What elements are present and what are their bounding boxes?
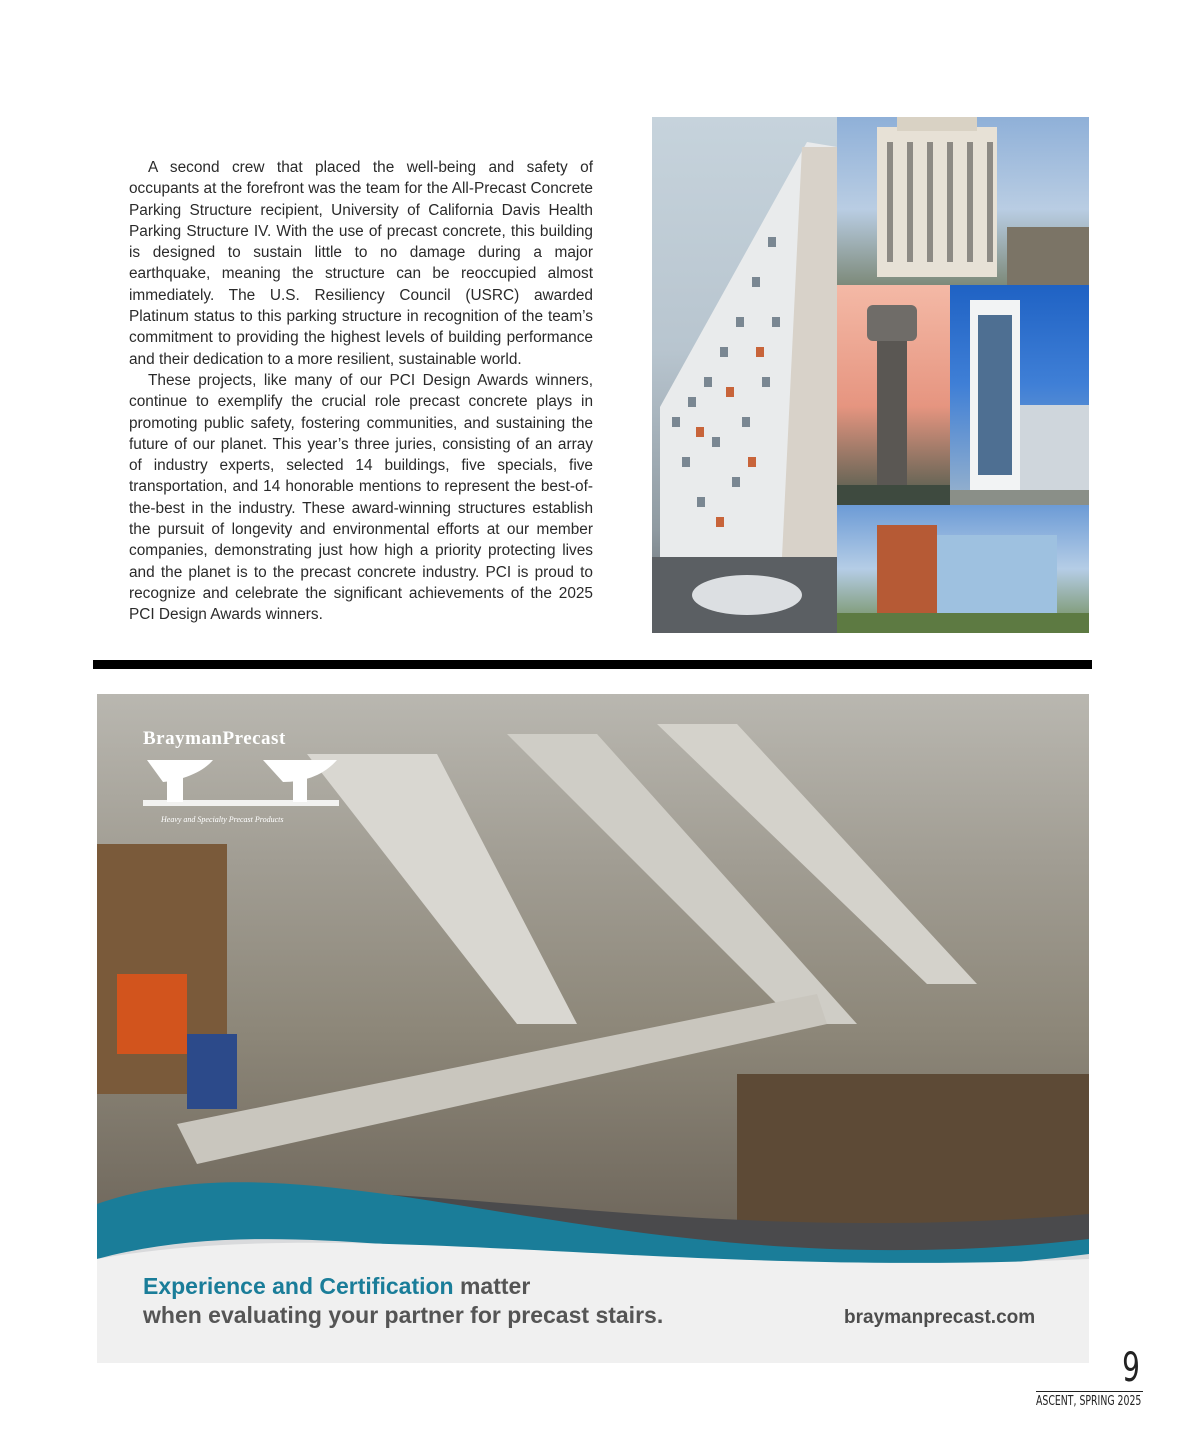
photo-glass-office-building xyxy=(950,285,1089,505)
brayman-precast-advertisement xyxy=(97,694,1089,1363)
medical-illustration xyxy=(837,505,1089,633)
article-paragraph-2: These projects, like many of our PCI Design Awards winners, continue to exemplify the crucial role precast concrete plays in promoting public safety, fostering communities, and sustaining the future of our planet. This year’s three juries, consisting of an array of industry experts, selected 14 buildings, five specials, five transportation, and 14 honorable mentions to represent the best-of-the-best in the industry. These award-winning structures establish the pursuit of longevity and environmental efforts at our member companies, demonstrating just how high a priority protecting lives and the planet is to the precast concrete industry. PCI is proud to recognize and celebrate the significant achievements of the 2025 PCI Design Awards winners. xyxy=(129,371,593,624)
brayman-precast-logo xyxy=(143,728,339,826)
tower-illustration xyxy=(652,117,837,633)
publication-folio: ASCENT, SPRING 2025 xyxy=(1036,1394,1142,1409)
section-divider xyxy=(93,660,1092,669)
photo-historic-high-rise xyxy=(837,117,1089,285)
office-illustration xyxy=(950,285,1089,505)
ad-website-link[interactable]: braymanprecast.com xyxy=(844,1307,1036,1328)
ad-headline xyxy=(143,1272,663,1330)
brand-name: BraymanPrecast xyxy=(143,728,286,749)
highrise-illustration xyxy=(837,117,1089,285)
folio-rule xyxy=(1036,1391,1143,1392)
ad-headline-accent: Experience and Certification xyxy=(143,1273,454,1299)
photo-observation-tower xyxy=(837,285,950,505)
photo-medical-building xyxy=(837,505,1089,633)
article-paragraph-1: A second crew that placed the well-being and safety of occupants at the forefront was the team for the All-Precast Concrete Parking Structure recipient, University of California Davis Health Parking Structure IV. With the use of precast concrete, this building is designed to sustain little to no damage during a major earthquake, meaning the structure can be reoccupied almost immediately. The U.S. Resiliency Council (USRC) awarded Platinum status to this parking structure in recognition of the team’s commitment to providing the highest levels of building performance and their dedication to a more resilient, sustainable world. xyxy=(129,159,593,368)
brand-tagline: Heavy and Specialty Precast Products xyxy=(161,815,284,824)
tower-round-illustration xyxy=(837,285,950,505)
article-body xyxy=(129,157,593,626)
logo-mark xyxy=(143,752,339,812)
award-projects-photo-collage xyxy=(652,117,1089,633)
photo-tall-residential-tower xyxy=(652,117,837,633)
ad-headline-line-2: when evaluating your partner for precast stairs. xyxy=(143,1302,664,1328)
page-number: 9 xyxy=(1122,1345,1140,1391)
ad-headline-rest: matter xyxy=(453,1273,531,1299)
